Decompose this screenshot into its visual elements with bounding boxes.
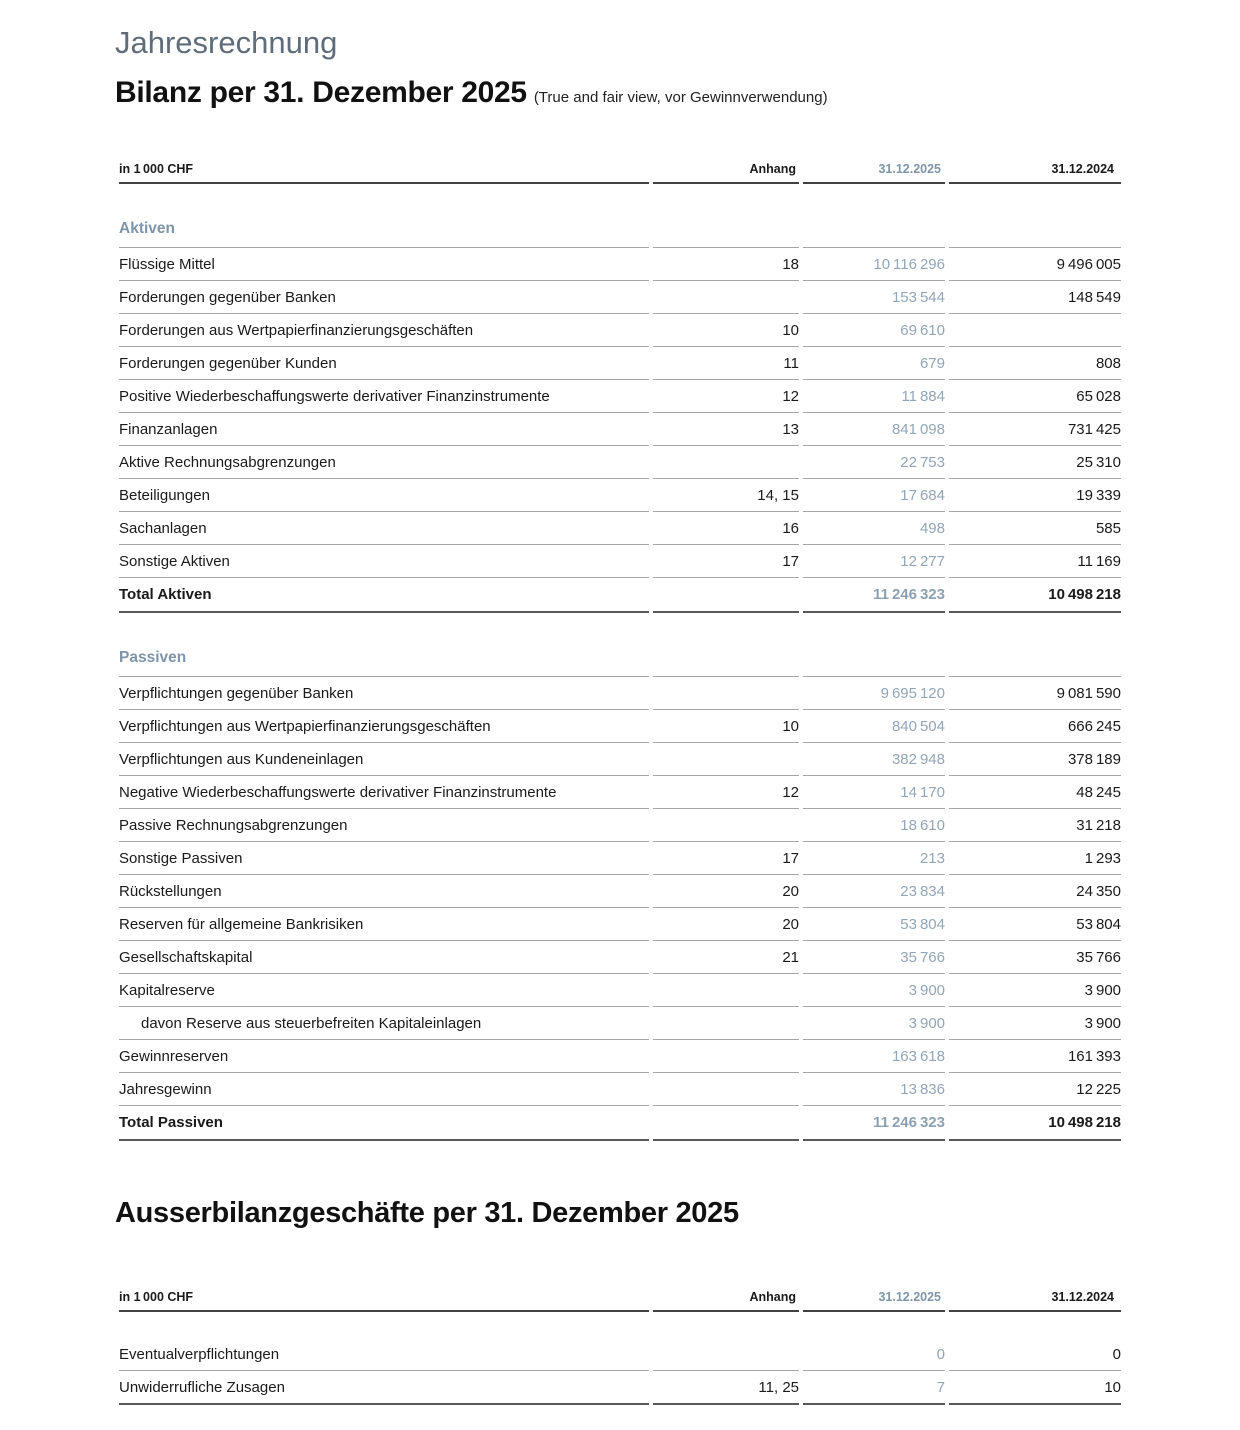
table-row (119, 941, 1121, 974)
row-value-2024: 10 498 218 (949, 578, 1121, 613)
row-label: Reserven für allgemeine Bankrisiken (119, 908, 649, 941)
row-anhang: 17 (653, 545, 799, 578)
row-value-2025: 18 610 (803, 809, 945, 842)
row-anhang (653, 281, 799, 314)
row-value-2025: 53 804 (803, 908, 945, 941)
row-anhang: 10 (653, 710, 799, 743)
table-row (119, 248, 1121, 281)
row-anhang (653, 1040, 799, 1073)
row-anhang (653, 1338, 799, 1371)
row-value-2024: 0 (949, 1338, 1121, 1371)
table-row (119, 281, 1121, 314)
row-value-2024: 161 393 (949, 1040, 1121, 1073)
balance-table-body (119, 184, 1121, 1141)
empty-cell (949, 613, 1121, 677)
row-label: Verpflichtungen gegenüber Banken (119, 677, 649, 710)
row-value-2025: 14 170 (803, 776, 945, 809)
row-value-2024: 19 339 (949, 479, 1121, 512)
row-label: Aktive Rechnungsabgrenzungen (119, 446, 649, 479)
row-value-2025: 23 834 (803, 875, 945, 908)
row-anhang (653, 446, 799, 479)
table-row (119, 512, 1121, 545)
table-row (119, 875, 1121, 908)
empty-cell (119, 1312, 649, 1338)
table-row (119, 446, 1121, 479)
unit-label: in 1 000 CHF (119, 1278, 649, 1312)
table-row (119, 974, 1121, 1007)
row-value-2024: 148 549 (949, 281, 1121, 314)
empty-cell (653, 1312, 799, 1338)
spacer-row (119, 1312, 1121, 1338)
row-anhang: 20 (653, 875, 799, 908)
row-value-2025: 11 246 323 (803, 578, 945, 613)
row-label: Sonstige Aktiven (119, 545, 649, 578)
table-row (119, 380, 1121, 413)
row-value-2025: 9 695 120 (803, 677, 945, 710)
table-row (119, 908, 1121, 941)
row-label: Verpflichtungen aus Wertpapierfinanzierungsgeschäften (119, 710, 649, 743)
row-value-2024: 9 081 590 (949, 677, 1121, 710)
table-row (119, 809, 1121, 842)
row-value-2024: 10 498 218 (949, 1106, 1121, 1141)
row-value-2024: 666 245 (949, 710, 1121, 743)
row-value-2024: 731 425 (949, 413, 1121, 446)
total-row (119, 1106, 1121, 1141)
column-2025: 31.12.2025 (803, 150, 945, 184)
row-value-2024: 9 496 005 (949, 248, 1121, 281)
row-value-2024: 24 350 (949, 875, 1121, 908)
row-label: Forderungen gegenüber Kunden (119, 347, 649, 380)
row-value-2024: 48 245 (949, 776, 1121, 809)
empty-cell (949, 1312, 1121, 1338)
row-label: Total Passiven (119, 1106, 649, 1141)
row-anhang (653, 1073, 799, 1106)
row-anhang (653, 974, 799, 1007)
section-header-row (119, 613, 1121, 677)
row-value-2024 (949, 314, 1121, 347)
row-anhang (653, 809, 799, 842)
row-label: davon Reserve aus steuerbefreiten Kapitaleinlagen (119, 1007, 649, 1040)
row-label: Beteiligungen (119, 479, 649, 512)
row-value-2024: 585 (949, 512, 1121, 545)
section-title: Passiven (119, 613, 649, 677)
row-value-2025: 11 884 (803, 380, 945, 413)
row-anhang (653, 677, 799, 710)
row-value-2024: 3 900 (949, 1007, 1121, 1040)
unit-label: in 1 000 CHF (119, 150, 649, 184)
row-label: Passive Rechnungsabgrenzungen (119, 809, 649, 842)
balance-title-suffix: (True and fair view, vor Gewinnverwendung) (533, 89, 828, 106)
table-row (119, 1338, 1121, 1371)
table-row (119, 413, 1121, 446)
row-anhang: 16 (653, 512, 799, 545)
row-label: Eventualverpflichtungen (119, 1338, 649, 1371)
row-value-2025: 11 246 323 (803, 1106, 945, 1141)
row-anhang: 21 (653, 941, 799, 974)
row-anhang: 12 (653, 380, 799, 413)
row-value-2024: 378 189 (949, 743, 1121, 776)
row-value-2024: 53 804 (949, 908, 1121, 941)
table-row (119, 743, 1121, 776)
row-anhang (653, 743, 799, 776)
offbalance-title: Ausserbilanzgeschäfte per 31. Dezember 2025 (115, 1197, 739, 1229)
row-label: Jahresgewinn (119, 1073, 649, 1106)
row-label: Finanzanlagen (119, 413, 649, 446)
row-value-2025: 3 900 (803, 974, 945, 1007)
offbalance-table-body (119, 1312, 1121, 1405)
table-row (119, 710, 1121, 743)
table-row (119, 776, 1121, 809)
table-row (119, 1040, 1121, 1073)
row-value-2025: 841 098 (803, 413, 945, 446)
balance-header-row (119, 150, 1121, 184)
row-anhang: 17 (653, 842, 799, 875)
row-value-2025: 382 948 (803, 743, 945, 776)
table-row (119, 1007, 1121, 1040)
row-value-2024: 65 028 (949, 380, 1121, 413)
row-value-2025: 213 (803, 842, 945, 875)
row-value-2025: 13 836 (803, 1073, 945, 1106)
row-label: Gewinnreserven (119, 1040, 649, 1073)
row-value-2025: 22 753 (803, 446, 945, 479)
row-label: Total Aktiven (119, 578, 649, 613)
balance-title-text: Bilanz per 31. Dezember 2025 (115, 76, 527, 109)
document-pretitle: Jahresrechnung (115, 25, 338, 60)
table-row (119, 1371, 1121, 1405)
balance-title (115, 76, 1125, 110)
table-row (119, 479, 1121, 512)
row-value-2025: 69 610 (803, 314, 945, 347)
row-anhang: 11 (653, 347, 799, 380)
row-label: Rückstellungen (119, 875, 649, 908)
row-label: Sachanlagen (119, 512, 649, 545)
empty-cell (653, 184, 799, 248)
row-value-2025: 35 766 (803, 941, 945, 974)
row-label: Kapitalreserve (119, 974, 649, 1007)
column-2024: 31.12.2024 (949, 150, 1121, 184)
row-anhang (653, 1106, 799, 1141)
row-value-2024: 10 (949, 1371, 1121, 1405)
balance-table-header (119, 150, 1121, 184)
table-row (119, 314, 1121, 347)
row-value-2025: 840 504 (803, 710, 945, 743)
column-2025: 31.12.2025 (803, 1278, 945, 1312)
table-row (119, 347, 1121, 380)
row-label: Gesellschaftskapital (119, 941, 649, 974)
table-row (119, 1073, 1121, 1106)
total-row (119, 578, 1121, 613)
row-anhang: 10 (653, 314, 799, 347)
row-anhang (653, 1007, 799, 1040)
row-value-2025: 153 544 (803, 281, 945, 314)
row-value-2024: 808 (949, 347, 1121, 380)
balance-table (115, 150, 1125, 1141)
column-2024: 31.12.2024 (949, 1278, 1121, 1312)
row-anhang: 13 (653, 413, 799, 446)
empty-cell (803, 184, 945, 248)
row-label: Flüssige Mittel (119, 248, 649, 281)
row-anhang: 14, 15 (653, 479, 799, 512)
row-value-2024: 25 310 (949, 446, 1121, 479)
row-label: Verpflichtungen aus Kundeneinlagen (119, 743, 649, 776)
row-value-2025: 17 684 (803, 479, 945, 512)
row-value-2025: 163 618 (803, 1040, 945, 1073)
row-anhang: 11, 25 (653, 1371, 799, 1405)
row-value-2025: 498 (803, 512, 945, 545)
row-label: Sonstige Passiven (119, 842, 649, 875)
offbalance-table-header (119, 1278, 1121, 1312)
row-value-2025: 10 116 296 (803, 248, 945, 281)
row-label: Forderungen aus Wertpapierfinanzierungsgeschäften (119, 314, 649, 347)
row-anhang: 20 (653, 908, 799, 941)
row-label: Positive Wiederbeschaffungswerte derivativer Finanzinstrumente (119, 380, 649, 413)
row-label: Negative Wiederbeschaffungswerte derivativer Finanzinstrumente (119, 776, 649, 809)
column-anhang: Anhang (653, 150, 799, 184)
offbalance-table (115, 1278, 1125, 1405)
row-value-2024: 35 766 (949, 941, 1121, 974)
row-label: Unwiderrufliche Zusagen (119, 1371, 649, 1405)
row-value-2024: 3 900 (949, 974, 1121, 1007)
section-header-row (119, 184, 1121, 248)
empty-cell (803, 1312, 945, 1338)
row-value-2025: 0 (803, 1338, 945, 1371)
empty-cell (653, 613, 799, 677)
row-anhang: 18 (653, 248, 799, 281)
offbalance-header-row (119, 1278, 1121, 1312)
row-value-2025: 7 (803, 1371, 945, 1405)
row-value-2024: 12 225 (949, 1073, 1121, 1106)
empty-cell (949, 184, 1121, 248)
row-label: Forderungen gegenüber Banken (119, 281, 649, 314)
row-anhang (653, 578, 799, 613)
row-anhang: 12 (653, 776, 799, 809)
table-row (119, 842, 1121, 875)
row-value-2025: 679 (803, 347, 945, 380)
section-title: Aktiven (119, 184, 649, 248)
table-row (119, 677, 1121, 710)
column-anhang: Anhang (653, 1278, 799, 1312)
row-value-2024: 1 293 (949, 842, 1121, 875)
row-value-2025: 12 277 (803, 545, 945, 578)
row-value-2024: 31 218 (949, 809, 1121, 842)
row-value-2024: 11 169 (949, 545, 1121, 578)
row-value-2025: 3 900 (803, 1007, 945, 1040)
empty-cell (803, 613, 945, 677)
table-row (119, 545, 1121, 578)
